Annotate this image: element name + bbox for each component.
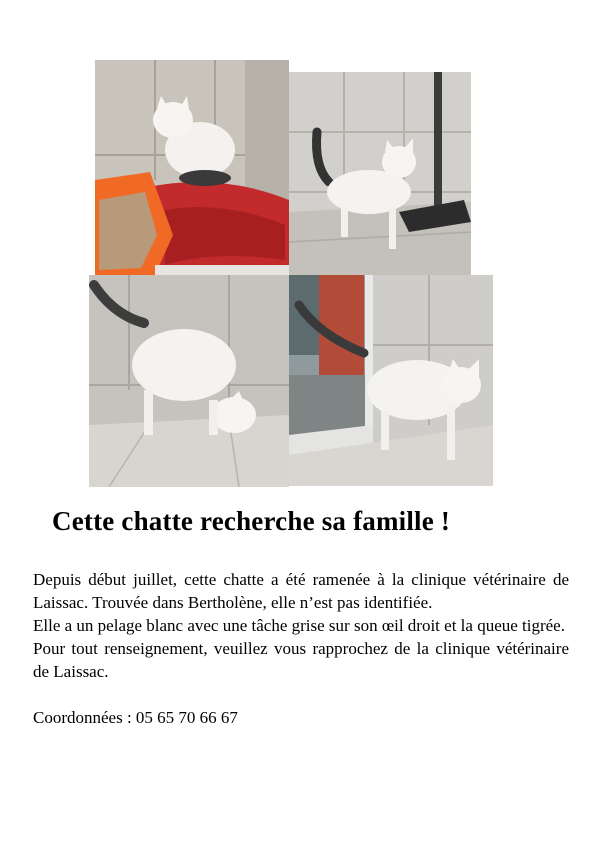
cat-photo-glass-door <box>289 275 493 486</box>
paragraph-found: Depuis début juillet, cette chatte a été ramenée à la clinique vétérinaire de Laissac. Trouvée dans Bertholène, elle n’est pas identifiée. <box>33 570 569 612</box>
cat-photo-walking <box>289 72 471 275</box>
paragraph-description: Elle a un pelage blanc avec une tâche grise sur son œil droit et la queue tigrée. <box>33 616 565 635</box>
spacer <box>33 683 569 706</box>
contact-phone: Coordonnées : 05 65 70 66 67 <box>33 708 238 727</box>
flyer-body <box>33 568 569 729</box>
cat-photo-litter-box <box>95 60 289 275</box>
cat-photo-stretching <box>89 275 289 487</box>
paragraph-contact-info: Pour tout renseignement, veuillez vous rapprochez de la clinique vétérinaire de Laissac. <box>33 639 569 681</box>
flyer-title: Cette chatte recherche sa famille ! <box>52 506 451 536</box>
